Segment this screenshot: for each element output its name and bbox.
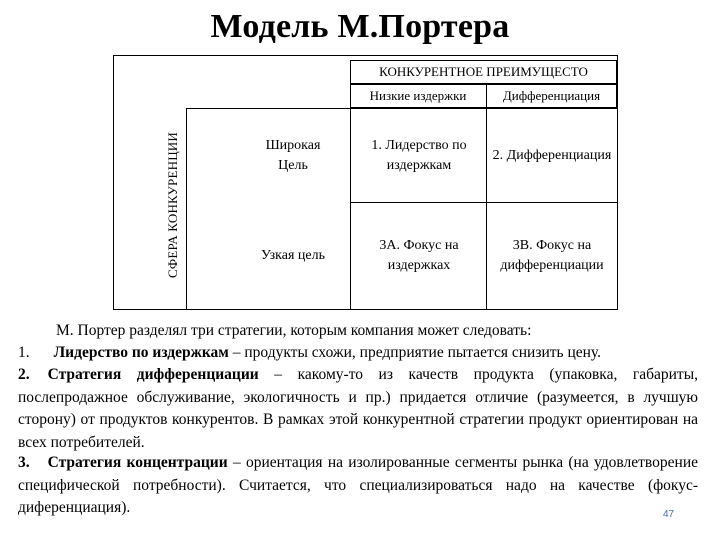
grid-middle-line [350,202,618,203]
grid-top-line [186,108,618,109]
list-item-3-text: – ориентация на изолированные сегменты рынка (на удовлетворение специфической потребности). Считается, что специализироваться надо на качестве (фокус-диференциация). [18,454,698,516]
slide-title: Модель М.Портера [210,8,510,45]
list-item-3 [18,452,698,520]
row-label-narrow: Узкая цель [260,248,326,263]
list-item-2-number: 2. [18,366,30,383]
grid-col-line-2 [486,108,487,310]
col-header-differentiation: Дифференциация [502,88,601,103]
cell-cost-leadership: 1. Лидерство по издержкам [371,138,467,173]
list-item-1-bold: Лидерство по издержкам [53,344,229,361]
list-item-1-number: 1. [18,344,30,361]
competitive-advantage-header: КОНКУРЕНТНОЕ ПРЕИМУЩЕСТО [379,64,588,79]
list-item-1 [18,342,698,365]
list-item-3-bold: Стратегия концентрации [47,454,228,471]
list-item-2 [18,364,698,454]
side-label-column-line [186,108,187,310]
list-item-1-text: – продукты схожи, предприятие пытается снизить цену. [228,344,602,361]
cell-differentiation: 2. Дифференциация [492,148,612,163]
list-item-2-text: – какому-то из качеств продукта (упаковка, габариты, послепродажное обслуживание, экологичность и пр.) придается отличие (разумеется, в лучшую сторону) от продуктов конкурентов. В рамках этой конкурентной стратегии продукт ориентирован на всех потребителей. [18,366,698,451]
col-header-low-cost: Низкие издержки [369,88,467,103]
list-item-2-bold: Стратегия дифференциации [47,366,259,383]
competition-scope-label: СФЕРА КОНКУРЕНЦИИ [165,132,181,278]
intro-paragraph: М. Портер разделял три стратегии, которым компания может следовать: [56,322,532,339]
grid-col-line-1 [350,108,351,310]
cell-differentiation-focus: 3В. Фокус на дифференциации [500,238,604,273]
row-label-wide: Широкая Цель [265,138,321,173]
list-item-3-number: 3. [18,454,30,471]
cell-cost-focus: 3А. Фокус на издержках [379,238,459,273]
page-number: 47 [663,509,675,520]
